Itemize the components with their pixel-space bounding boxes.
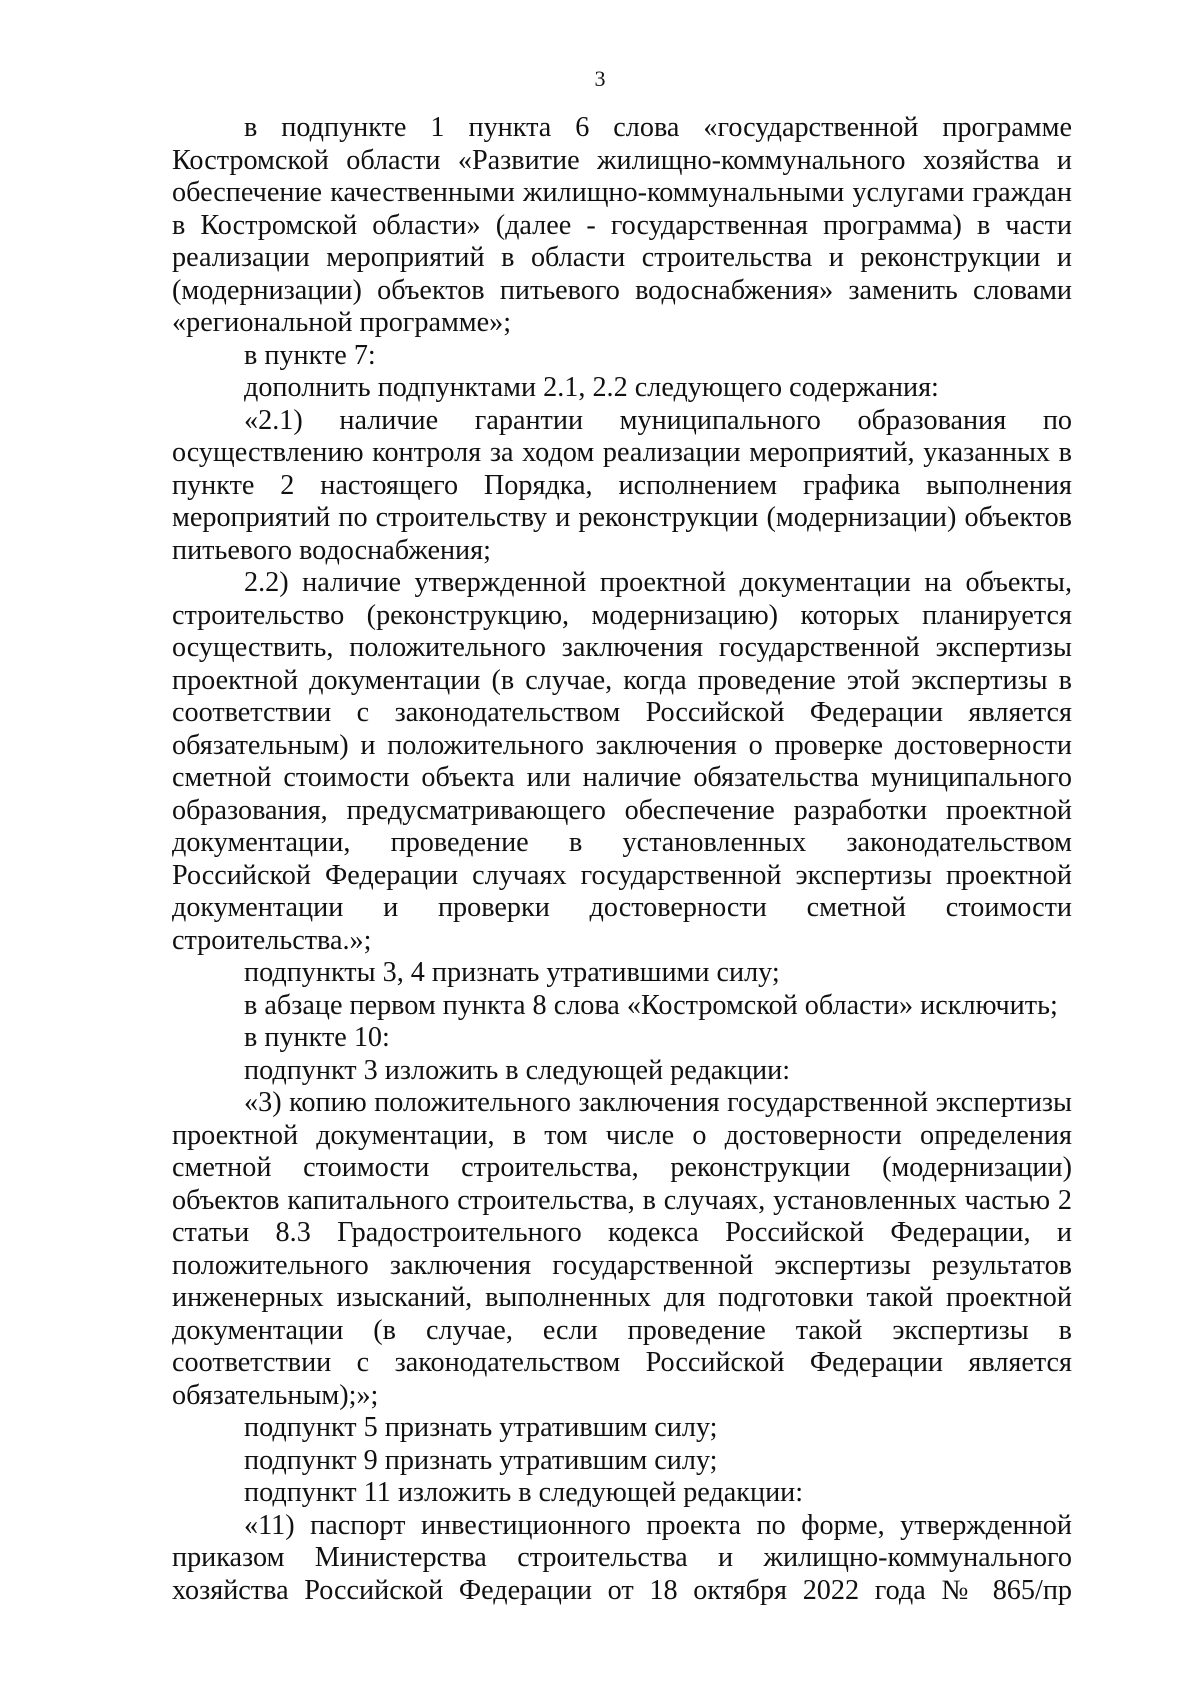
paragraph-point-10: в пункте 10:	[244, 1022, 390, 1053]
paragraph-amend-subpoint-1-point-6: в подпункте 1 пункта 6 слова «государственной программе Костромской области «Развитие жилищно-коммунального хозяйства и обеспечение качественными жилищно-коммунальными услугами граждан в Костромской области» (далее - государственная программа) в части реализации мероприятий в области строительства и реконструкции и (модернизации) объектов питьевого водоснабжения» заменить словами «региональной программе»;	[172, 112, 1072, 338]
paragraph-subpoint-11-new-edition: подпункт 11 изложить в следующей редакции:	[244, 1477, 804, 1508]
paragraph-subpoint-11-text: «11) паспорт инвестиционного проекта по форме, утвержденной приказом Министерства строительства и жилищно-коммунального хозяйства Российской Федерации от 18 октября 2022 года № 865/пр	[172, 1509, 1072, 1606]
paragraph-subpoint-9-void: подпункт 9 признать утратившим силу;	[244, 1444, 718, 1476]
paragraph-subpoint-2-1: «2.1) наличие гарантии муниципального образования по осуществлению контроля за ходом реализации мероприятий, указанных в пункте 2 настоящего Порядка, исполнением графика выполнения мероприятий по строительству и реконструкции (модернизации) объектов питьевого водоснабжения;	[172, 404, 1072, 566]
paragraph-point-7: в пункте 7:	[244, 339, 376, 371]
paragraph-subpoints-3-4-void: подпункты 3, 4 признать утратившими силу;	[244, 957, 780, 988]
paragraph-add-subpoints: дополнить подпунктами 2.1, 2.2 следующего содержания:	[244, 372, 939, 403]
paragraph-point-8-amend: в абзаце первом пункта 8 слова «Костромской области» исключить;	[244, 989, 1058, 1021]
paragraph-subpoint-3-new-edition: подпункт 3 изложить в следующей редакции:	[244, 1054, 791, 1086]
paragraph-subpoint-2-2: 2.2) наличие утвержденной проектной документации на объекты, строительство (реконструкцию, модернизацию) которых планируется осуществить, положительного заключения государственной экспертизы проектной документации (в случае, когда проведение этой экспертизы в соответствии с законодательством Российской Федерации является обязательным) и положительного заключения о проверке достоверности сметной стоимости объекта или наличие обязательства муниципального образования, предусматривающего обеспечение разработки проектной документации, проведение в установленных законодательством Российской Федерации случаях государственной экспертизы проектной документации и проверки достоверности сметной стоимости строительства.»;	[172, 567, 1072, 956]
paragraph-subpoint-5-void: подпункт 5 признать утратившим силу;	[244, 1412, 718, 1443]
page-number: 3	[594, 66, 606, 91]
paragraph-subpoint-3-text: «3) копию положительного заключения государственной экспертизы проектной документации, в том числе о достоверности определения сметной стоимости строительства, реконструкции (модернизации) объектов капитального строительства, в случаях, установленных частью 2 статьи 8.3 Градостроительного кодекса Российской Федерации, и положительного заключения государственной экспертизы результатов инженерных изысканий, выполненных для подготовки такой проектной документации (в случае, если проведение такой экспертизы в соответствии с законодательством Российской Федерации является обязательным);»;	[172, 1087, 1072, 1411]
document-body	[172, 112, 1072, 1607]
